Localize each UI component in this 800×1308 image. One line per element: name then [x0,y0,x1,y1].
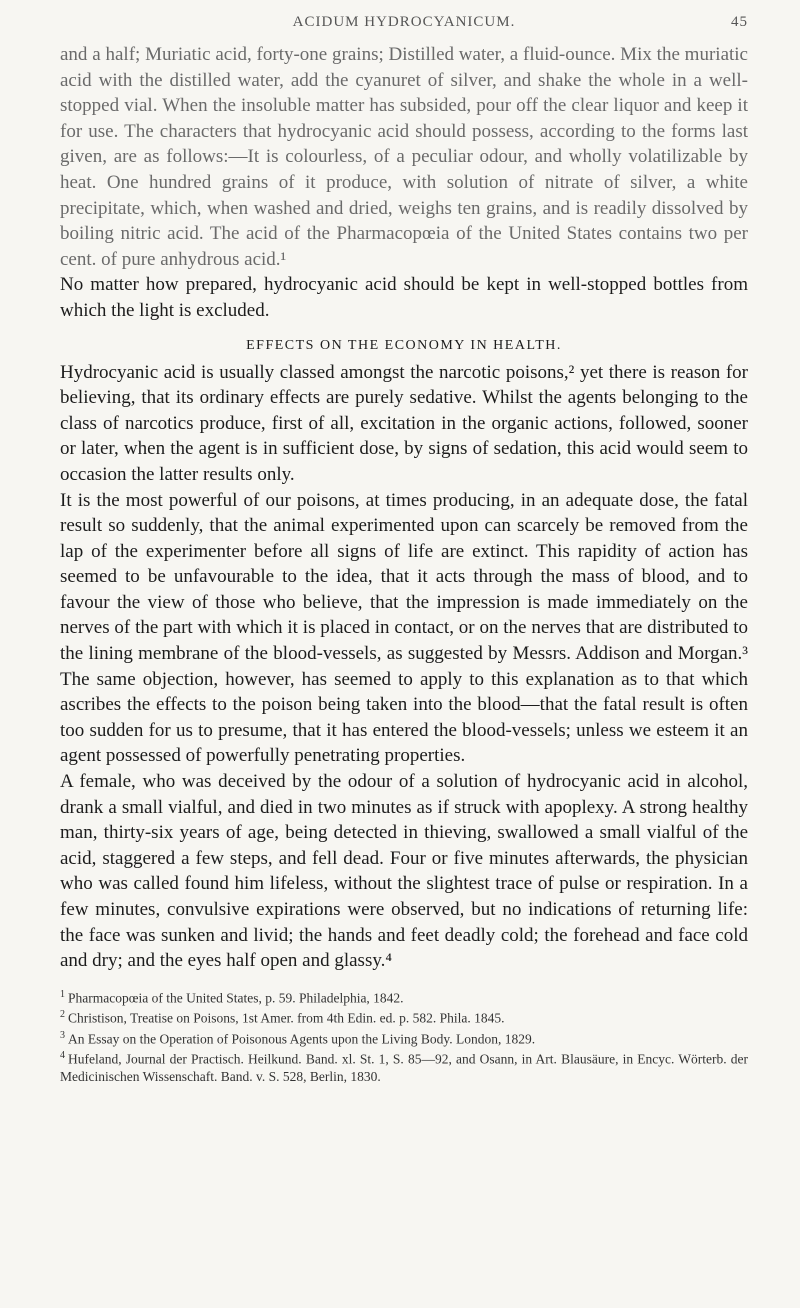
body-text [60,42,748,974]
footnote-number: 2 [60,1009,65,1021]
page-number: 45 [731,14,748,30]
footnote-number: 4 [60,1050,65,1062]
footnote [60,1047,748,1085]
footnote [60,1006,748,1027]
footnote-number: 1 [60,988,65,1000]
paragraph-classification: Hydrocyanic acid is usually classed amongst the narcotic poisons,² yet there is reason for believing, that its ordinary effects are purely sedative. Whilst the agents belonging to the class of narcotics produce, first of all, excitation in the organic actions, followed, sooner or later, when the agent is in sufficient dose, by signs of sedation, this acid would seem to occasion the latter results only. [60,361,748,485]
footnote-text: An Essay on the Operation of Poisonous Agents upon the Living Body. London, 1829. [68,1031,536,1047]
paragraph-potency: It is the most powerful of our poisons, at times producing, in an adequate dose, the fatal result so suddenly, that the animal experimented upon can scarcely be removed from the lap of the experimenter before all signs of life are extinct. This rapidity of action has seemed to be unfavourable to the idea, that it acts through the mass of blood, and to favour the view of those who believe, that the impression is made immediately on the nerves of the part with which it is placed in contact, or on the nerves that are distributed to the lining membrane of the blood-vessels, as suggested by Messrs. Addison and Morgan.³ The same objection, however, has seemed to apply to this explanation as to that which ascribes the effects to the poison being taken into the blood—that the fatal result is often too sudden for us to presume, that it has entered the blood-vessels; unless we esteem it an agent possessed of powerfully penetrating properties. [60,489,748,767]
running-head [60,12,748,42]
footnote-text: Hufeland, Journal der Practisch. Heilkund. Band. xl. St. 1, S. 85—92, and Osann, in Art. Blausäure, in Encyc. Wörterb. der Medicinischen Wissenschaft. Band. v. S. 528, Berlin, 1830. [60,1051,748,1084]
footnotes [60,986,748,1085]
footnote-number: 3 [60,1029,65,1041]
running-title: ACIDUM HYDROCYANICUM. [292,14,516,30]
paragraph-continuation: and a half; Muriatic acid, forty-one grains; Distilled water, a fluid-ounce. Mix the muriatic acid with the distilled water, add the cyanuret of silver, and shake the whole in a well-stopped vial. When the insoluble matter has subsided, pour off the clear liquor and keep it for use. The characters that hydrocyanic acid should possess, according to the forms last given, are as follows:—It is colourless, of a peculiar odour, and wholly volatilizable by heat. One hundred grains of it produce, with solution of nitrate of silver, a white precipitate, which, when washed and dried, weighs ten grains, and is readily dissolved by boiling nitric acid. The acid of the Pharmacopœia of the United States contains two per cent. of pure anhydrous acid.¹ [60,44,748,270]
book-page [60,12,748,1085]
footnote-text: Christison, Treatise on Poisons, 1st Amer. from 4th Edin. ed. p. 582. Phila. 1845. [68,1010,505,1026]
footnote-text: Pharmacopœia of the United States, p. 59. Philadelphia, 1842. [68,990,404,1006]
section-heading: EFFECTS ON THE ECONOMY IN HEALTH. [246,337,562,353]
footnote [60,986,748,1007]
footnote [60,1027,748,1048]
paragraph-cases: A female, who was deceived by the odour of a solution of hydrocyanic acid in alcohol, drank a small vialful, and died in two minutes as if struck with apoplexy. A strong healthy man, thirty-six years of age, being detected in thieving, swallowed a small vialful of the acid, staggered a few steps, and fell dead. Four or five minutes afterwards, the physician who was called found him lifeless, without the slightest trace of pulse or respiration. In a few minutes, convulsive expirations were observed, but no indications of returning life: the face was sunken and livid; the hands and feet deadly cold; the forehead and face cold and dry; and the eyes half open and glassy.⁴ [60,771,748,972]
paragraph-storage: No matter how prepared, hydrocyanic acid should be kept in well-stopped bottles from which the light is excluded. [60,274,748,321]
